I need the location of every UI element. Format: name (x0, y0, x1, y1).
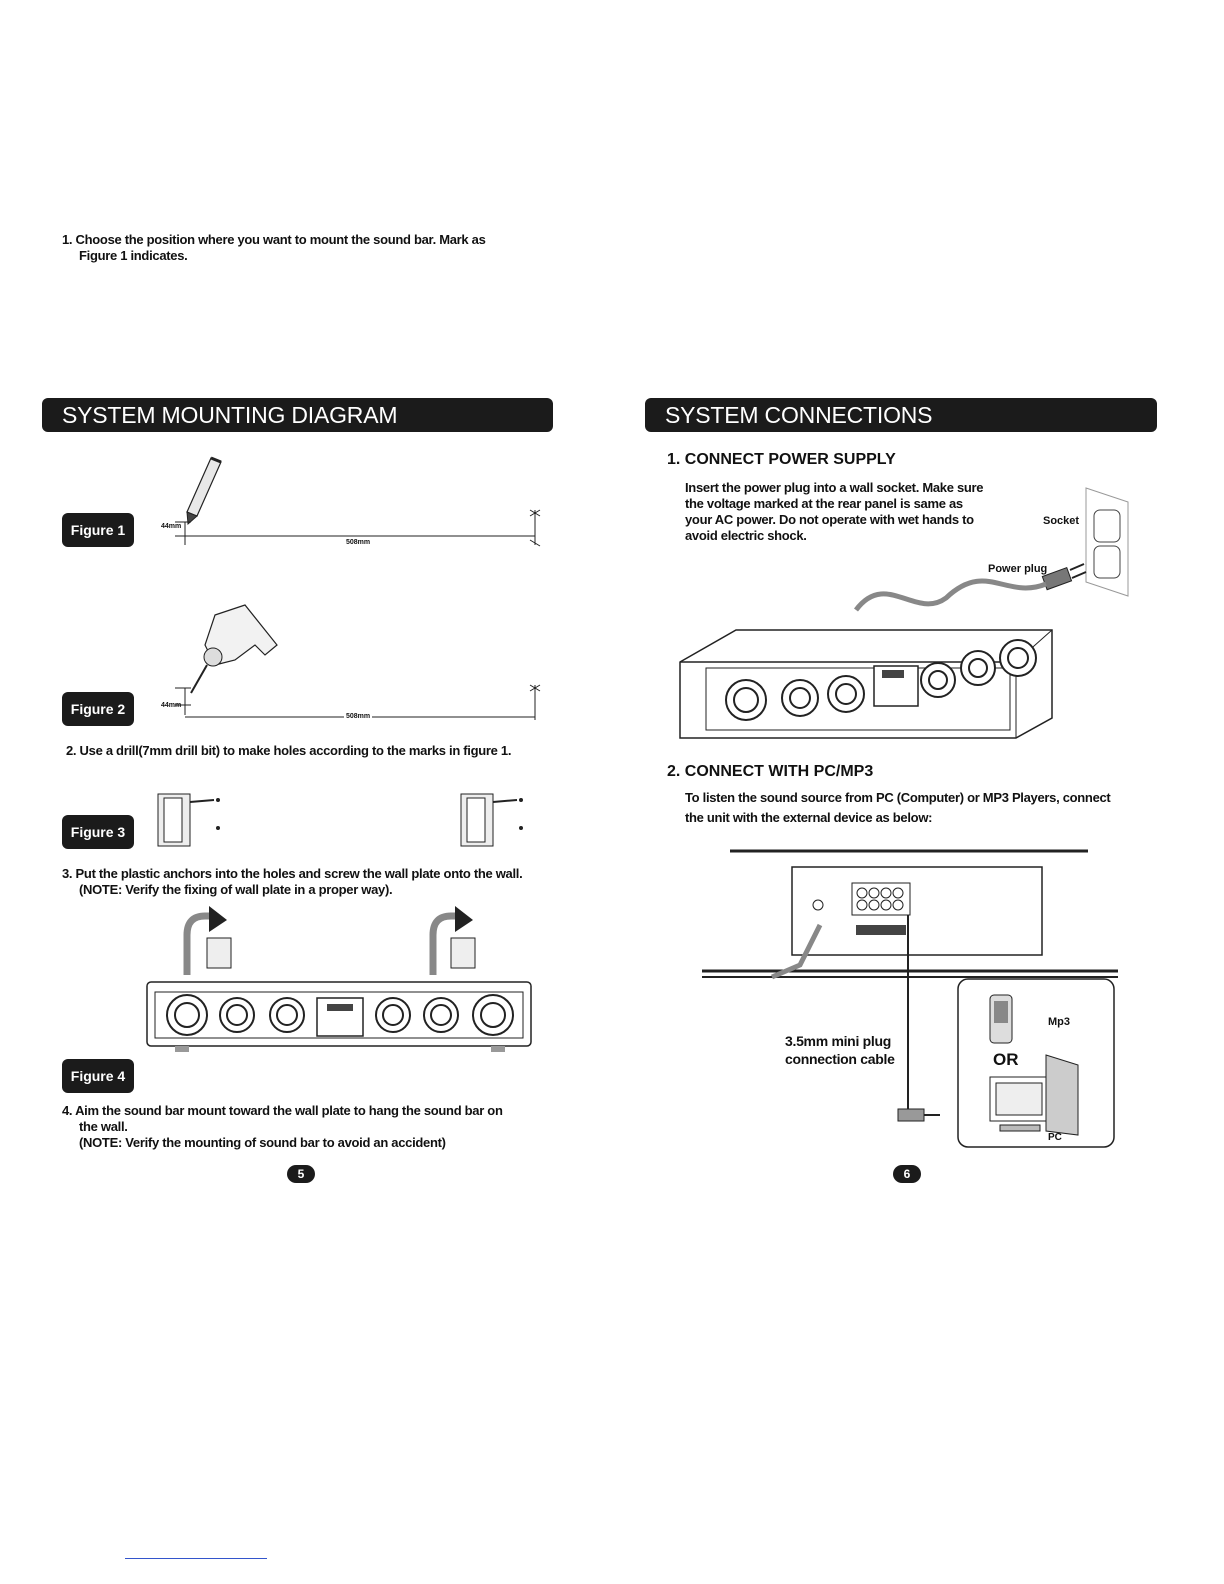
footer-rule (125, 1558, 267, 1559)
cable-label (785, 1032, 895, 1068)
pencil-icon (187, 458, 221, 524)
section-1-line2: the voltage marked at the rear panel is same as (685, 496, 963, 511)
step-1-line2: Figure 1 indicates. (79, 248, 188, 263)
section-1-line3: your AC power. Do not operate with wet hands to (685, 512, 974, 527)
figure-4-diagram (145, 900, 545, 1070)
hang-arrow-right-icon (433, 906, 475, 975)
hang-arrow-left-icon (187, 906, 231, 975)
sound-bar-front-icon (147, 982, 531, 1052)
step-1 (62, 232, 486, 264)
rear-panel-icon (792, 867, 1042, 955)
pc-label: PC (1048, 1132, 1062, 1143)
step-2 (66, 743, 511, 759)
sound-bar-perspective-icon (680, 630, 1052, 738)
wall-plate-right-icon (455, 790, 535, 850)
mp3-player-icon (990, 995, 1012, 1043)
step-3 (62, 866, 522, 898)
step-1-line1: 1. Choose the position where you want to mount the sound bar. Mark as (62, 232, 486, 247)
step-3-line1: 3. Put the plastic anchors into the holes and screw the wall plate onto the wall. (62, 866, 523, 881)
or-label: OR (993, 1050, 1019, 1069)
mini-plug-icon (898, 1109, 940, 1121)
section-1-line1: Insert the power plug into a wall socket. Make sure (685, 480, 984, 495)
page-number-right: 6 (893, 1165, 921, 1183)
section-2-line1: To listen the sound source from PC (Computer) or MP3 Players, connect (685, 790, 1111, 805)
step-4-line3: (NOTE: Verify the mounting of sound bar to avoid an accident) (79, 1135, 446, 1150)
pc-mp3-connection-diagram (700, 845, 1130, 1155)
section-2-title: 2. CONNECT WITH PC/MP3 (667, 763, 874, 780)
power-plug-icon (1042, 564, 1086, 590)
step-4-line1: 4. Aim the sound bar mount toward the wall plate to hang the sound bar on (62, 1103, 503, 1118)
connections-banner: SYSTEM CONNECTIONS (645, 398, 1157, 432)
figure-3-label: Figure 3 (62, 815, 134, 849)
figure-1-height-dim: 44mm (161, 523, 182, 530)
section-2-line2: the unit with the external device as below: (685, 810, 933, 825)
step-3-line2: (NOTE: Verify the fixing of wall plate in a proper way). (79, 882, 393, 897)
cable-label-line2: connection cable (785, 1051, 895, 1067)
mp3-label: Mp3 (1048, 1016, 1070, 1028)
mounting-diagram-banner: SYSTEM MOUNTING DIAGRAM (42, 398, 553, 432)
section-1-line4: avoid electric shock. (685, 528, 807, 543)
wall-plate-left-icon (152, 790, 232, 850)
figure-4-label: Figure 4 (62, 1059, 134, 1093)
step-4-line2: the wall. (79, 1119, 128, 1134)
step-2-line1: 2. Use a drill(7mm drill bit) to make holes according to the marks in figure 1. (66, 743, 512, 758)
figure-2-height-dim: 44mm (161, 702, 182, 709)
figure-2-label: Figure 2 (62, 692, 134, 726)
socket-label: Socket (1043, 515, 1080, 527)
page-number-left: 5 (287, 1165, 315, 1183)
section-1-title: 1. CONNECT POWER SUPPLY (667, 451, 896, 468)
power-plug-label: Power plug (988, 563, 1048, 575)
figure-1-label: Figure 1 (62, 513, 134, 547)
drill-icon (191, 605, 277, 693)
cable-label-line1: 3.5mm mini plug (785, 1033, 891, 1049)
power-connection-diagram (676, 480, 1156, 760)
step-4 (62, 1103, 503, 1151)
section-2-text (685, 790, 1110, 826)
figure-1-width-dim: 508mm (346, 539, 371, 546)
wall-socket-icon (1086, 488, 1128, 596)
figure-2-width-dim: 508mm (346, 713, 371, 720)
